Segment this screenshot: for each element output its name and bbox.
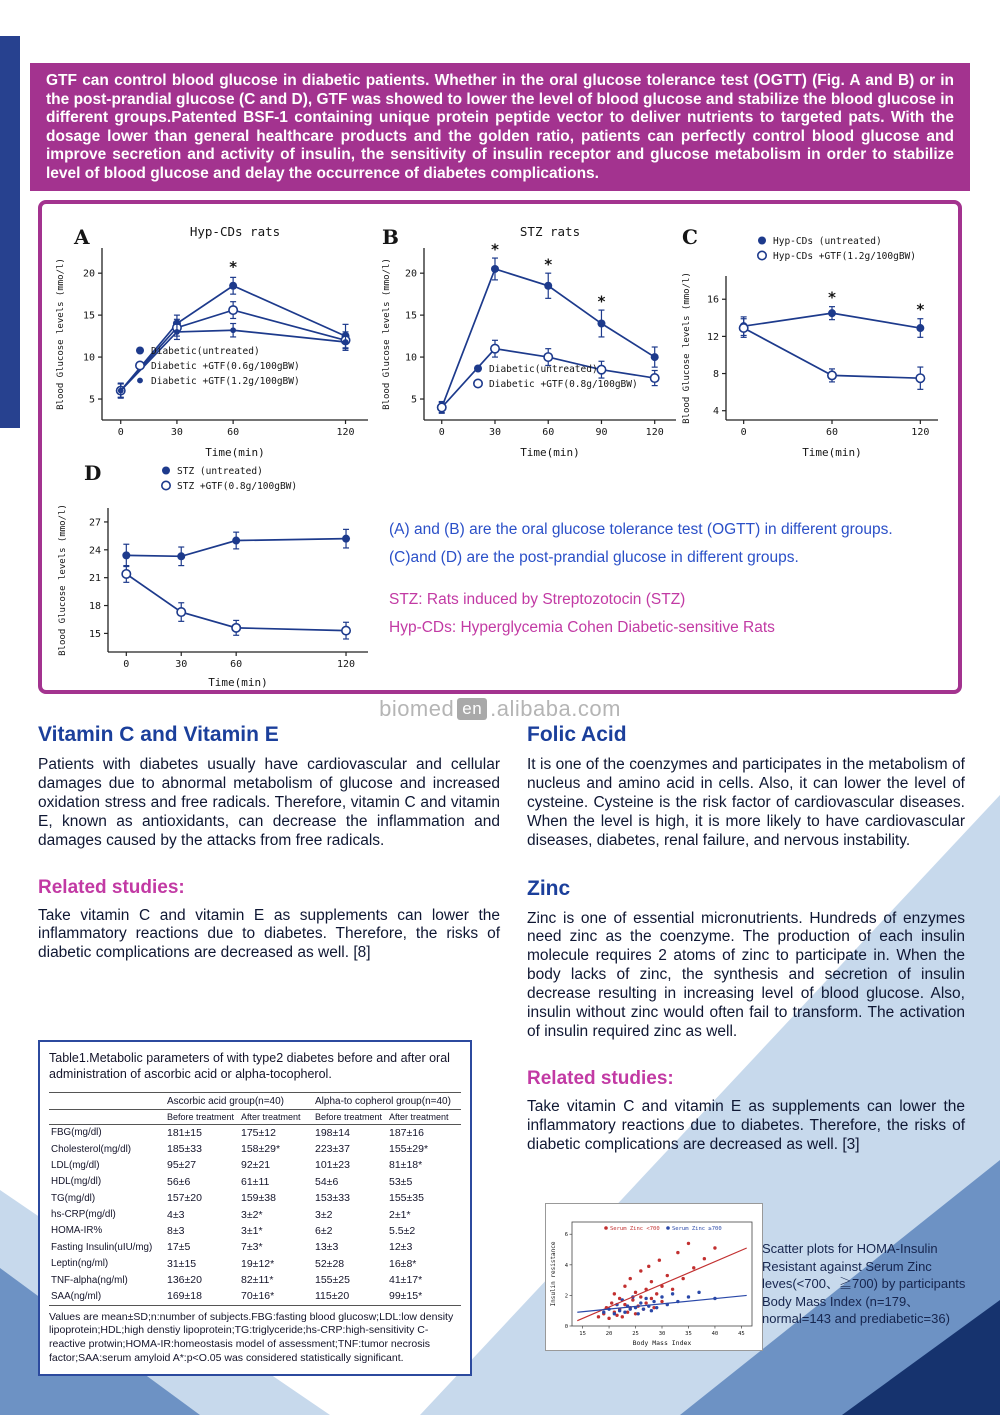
table-row bbox=[49, 1190, 461, 1206]
table-footnote: Values are mean±SD;n:number of subjects.FBG:fasting blood glucosw;LDL:low density lipoprotein;HDL;high denstiy lipoprotein;TG:triglyceride;hs-CRP:high-sensitivity C-reactive protwin;HOMA-IR:homeostasis model of assessment;TNF:tumor necrosis factor;SAA:serum amyloid A*:p<O.05 was considered statistically significant. bbox=[49, 1310, 454, 1364]
svg-text:Blood Glucose levels (mmo/l): Blood Glucose levels (mmo/l) bbox=[382, 258, 392, 410]
zinc-related-heading: Related studies: bbox=[527, 1067, 674, 1089]
vitamin-related-heading: Related studies: bbox=[38, 876, 185, 898]
svg-text:STZ +GTF(0.8g/100gBW): STZ +GTF(0.8g/100gBW) bbox=[177, 481, 298, 492]
table-row bbox=[49, 1157, 461, 1173]
table-row bbox=[49, 1223, 461, 1239]
svg-text:D: D bbox=[84, 461, 102, 485]
svg-text:20: 20 bbox=[82, 268, 95, 280]
cell-value: 6±2 bbox=[315, 1224, 333, 1237]
svg-text:*: * bbox=[596, 292, 606, 311]
watermark-suffix: .alibaba.com bbox=[490, 696, 621, 721]
svg-text:0: 0 bbox=[740, 427, 747, 438]
table-sub-header: Before treatment bbox=[313, 1109, 387, 1124]
row-label: hs-CRP(mg/dl) bbox=[51, 1209, 116, 1221]
cell-value: 101±23 bbox=[315, 1159, 350, 1172]
svg-text:0: 0 bbox=[438, 427, 445, 438]
svg-text:30: 30 bbox=[658, 1331, 666, 1337]
table-grid bbox=[49, 1092, 461, 1306]
watermark-prefix: biomed bbox=[379, 696, 455, 721]
svg-text:27: 27 bbox=[88, 517, 101, 529]
row-label: Leptin(ng/ml) bbox=[51, 1258, 109, 1270]
svg-text:STZ rats: STZ rats bbox=[519, 224, 581, 239]
svg-text:*: * bbox=[915, 300, 925, 319]
table-row bbox=[49, 1256, 461, 1272]
cell-value: 223±37 bbox=[315, 1143, 350, 1156]
svg-text:Diabetic(untreated): Diabetic(untreated) bbox=[489, 364, 598, 375]
svg-text:60: 60 bbox=[230, 659, 243, 670]
figure-note-hypcds: Hyp-CDs: Hyperglycemia Cohen Diabetic-sensitive Rats bbox=[389, 619, 775, 637]
svg-text:Blood Glucose levels (mmo/l): Blood Glucose levels (mmo/l) bbox=[682, 272, 692, 424]
svg-text:Blood Glucose levels (mmo/l): Blood Glucose levels (mmo/l) bbox=[58, 504, 68, 656]
cell-value: 3±2 bbox=[315, 1208, 333, 1221]
svg-text:40: 40 bbox=[711, 1331, 719, 1337]
cell-value: 61±11 bbox=[241, 1175, 270, 1188]
table-row bbox=[49, 1174, 461, 1190]
svg-text:15: 15 bbox=[579, 1331, 586, 1337]
cell-value: 70±16* bbox=[239, 1288, 313, 1305]
cell-value: 17±5 bbox=[167, 1241, 191, 1254]
table-sub-header: After treatment bbox=[387, 1109, 461, 1124]
table-row bbox=[49, 1124, 461, 1141]
cell-value: 159±38 bbox=[241, 1192, 276, 1205]
right-column bbox=[527, 723, 965, 1155]
svg-text:120: 120 bbox=[645, 427, 664, 438]
table-corner bbox=[49, 1109, 165, 1124]
svg-text:20: 20 bbox=[605, 1331, 613, 1337]
cell-value: 4±3 bbox=[167, 1208, 185, 1221]
svg-text:8: 8 bbox=[712, 369, 719, 381]
svg-text:20: 20 bbox=[404, 268, 417, 280]
table-row bbox=[49, 1272, 461, 1288]
left-accent-bar bbox=[0, 36, 20, 428]
table-sub-header: After treatment bbox=[239, 1109, 313, 1124]
svg-text:B: B bbox=[382, 225, 399, 249]
folic-heading: Folic Acid bbox=[527, 723, 627, 746]
row-label: SAA(ng/ml) bbox=[49, 1288, 165, 1305]
figure-panel bbox=[38, 200, 962, 694]
svg-text:15: 15 bbox=[404, 310, 417, 322]
svg-text:Time(min): Time(min) bbox=[802, 446, 862, 459]
svg-text:60: 60 bbox=[227, 427, 240, 438]
cell-value: 31±15 bbox=[167, 1257, 197, 1270]
svg-text:90: 90 bbox=[595, 427, 608, 438]
svg-text:120: 120 bbox=[336, 427, 355, 438]
svg-text:120: 120 bbox=[911, 427, 930, 438]
svg-text:0: 0 bbox=[117, 427, 124, 438]
intro-banner-text: GTF can control blood glucose in diabetic patients. Whether in the oral glucose tolerance test (OGTT) (Fig. A and B) or in the post-prandial glucose (C and D), GTF was showed to lower the level of blood glucose and stabilize the blood glucose in different groups.Patented BSF-1 containing unique protein peptide vector to deliver nutrients to targeted pats. With the dosage lower than general healthcare products and the golden ratio, patients can perfectly control blood glucose and improve secretion and activity of insulin, the sensitivity of insulin receptor and glucose metabolism in order to stabilize level of blood glucose and delay the occurrence of diabetes complications. bbox=[46, 72, 954, 182]
table-row bbox=[49, 1206, 461, 1222]
svg-text:15: 15 bbox=[82, 310, 95, 322]
svg-text:Hyp-CDs (untreated): Hyp-CDs (untreated) bbox=[773, 236, 882, 247]
svg-text:5: 5 bbox=[410, 394, 417, 406]
zinc-body: Zinc is one of essential micronutrients. Hundreds of enzymes need zinc as the coenzyme. The production of each insulin molecule requires 2 atoms of zinc to participate in. When the body lacks of zinc, the synthesis and secretion of insulin decrease resulting in increasing level of blood glucose. Also, insulin without zinc would often fail to transform. The activation of insulin required zinc as well. bbox=[527, 909, 965, 1040]
cell-value: 56±6 bbox=[167, 1175, 191, 1188]
left-column bbox=[38, 723, 500, 963]
row-label: Fasting Insulin(uIU/mg) bbox=[51, 1241, 153, 1253]
svg-text:30: 30 bbox=[488, 427, 502, 438]
cell-value: 99±15* bbox=[387, 1288, 461, 1305]
cell-value: 158±29* bbox=[241, 1143, 281, 1156]
svg-text:Body Mass Index: Body Mass Index bbox=[632, 1339, 692, 1347]
cell-value: 81±18* bbox=[389, 1159, 423, 1172]
svg-text:Time(min): Time(min) bbox=[205, 446, 265, 459]
cell-value: 52±28 bbox=[315, 1257, 345, 1270]
svg-text:Diabetic(untreated): Diabetic(untreated) bbox=[151, 346, 260, 357]
svg-text:Diabetic +GTF(0.8g/100gBW): Diabetic +GTF(0.8g/100gBW) bbox=[489, 379, 638, 390]
figure-note-cd: (C)and (D) are the post-prandial glucose in different groups. bbox=[389, 549, 799, 567]
table-group-header: Alpha-to copherol group(n=40) bbox=[313, 1092, 461, 1109]
table-title: Table1.Metabolic parameters of with type2 diabetes before and after oral administration of ascorbic acid or alpha-tocopherol. bbox=[49, 1051, 450, 1082]
svg-text:35: 35 bbox=[685, 1331, 692, 1337]
svg-text:15: 15 bbox=[88, 628, 101, 640]
cell-value: 155±35 bbox=[389, 1192, 424, 1205]
figure-notes bbox=[389, 520, 957, 647]
chart-a-hyp-cds-ogtt bbox=[52, 214, 382, 464]
svg-text:Insulin resistance: Insulin resistance bbox=[550, 1241, 557, 1307]
scatter-plot bbox=[545, 1203, 763, 1351]
cell-value: 136±20 bbox=[167, 1274, 202, 1287]
svg-text:A: A bbox=[74, 225, 90, 249]
svg-text:4: 4 bbox=[712, 406, 719, 418]
chart-b-stz-ogtt bbox=[378, 214, 688, 464]
watermark-logo-block: en bbox=[457, 698, 487, 720]
svg-text:6: 6 bbox=[564, 1232, 568, 1239]
figure-note-stz: STZ: Rats induced by Streptozotocin (STZ) bbox=[389, 590, 686, 608]
svg-text:10: 10 bbox=[404, 352, 417, 364]
cell-value: 19±12* bbox=[241, 1257, 275, 1270]
watermark bbox=[0, 696, 1000, 722]
svg-text:25: 25 bbox=[632, 1331, 639, 1337]
cell-value: 155±25 bbox=[315, 1274, 350, 1287]
svg-text:5: 5 bbox=[88, 394, 95, 406]
svg-text:10: 10 bbox=[82, 352, 95, 364]
table-sub-header: Before treatment bbox=[165, 1109, 239, 1124]
metabolic-parameters-table bbox=[38, 1040, 472, 1376]
chart-d-stz-postprandial bbox=[54, 456, 384, 694]
svg-text:21: 21 bbox=[88, 573, 101, 585]
scatter-caption: Scatter plots for HOMA-Insulin Resistant against Serum Zinc leves(<700、≧700) by participants Body Mass Index (n=179、normal=143 and prediabetic=36) bbox=[762, 1241, 966, 1327]
svg-text:Hyp-CDs rats: Hyp-CDs rats bbox=[189, 224, 281, 239]
cell-value: 175±12 bbox=[241, 1126, 276, 1139]
figure-note-ab: (A) and (B) are the oral glucose tolerance test (OGTT) in different groups. bbox=[389, 521, 893, 538]
vitamin-body: Patients with diabetes usually have cardiovascular and cellular damages due to abnormal metabolism of glucose and increased oxidation stress and free radicals. Therefore, vitamin C and vitamin E, known as antioxidants, can decrease the inflammation and damages caused by the attacks from free radicals. bbox=[38, 756, 500, 849]
cell-value: 115±20 bbox=[313, 1288, 387, 1305]
cell-value: 82±11* bbox=[241, 1274, 274, 1287]
svg-text:Time(min): Time(min) bbox=[208, 676, 268, 689]
cell-value: 92±21 bbox=[241, 1159, 271, 1172]
svg-text:Hyp-CDs +GTF(1.2g/100gBW): Hyp-CDs +GTF(1.2g/100gBW) bbox=[773, 251, 916, 262]
cell-value: 3±2* bbox=[241, 1208, 263, 1221]
cell-value: 5.5±2 bbox=[389, 1224, 416, 1237]
cell-value: 198±14 bbox=[315, 1126, 350, 1139]
cell-value: 54±6 bbox=[315, 1175, 339, 1188]
svg-text:0: 0 bbox=[123, 659, 130, 670]
cell-value: 12±3 bbox=[389, 1241, 413, 1254]
svg-text:18: 18 bbox=[88, 601, 101, 613]
svg-text:Serum Zinc <700: Serum Zinc <700 bbox=[610, 1226, 660, 1232]
row-label: FBG(mg/dl) bbox=[51, 1127, 102, 1139]
cell-value: 41±17* bbox=[389, 1274, 423, 1287]
row-label: HDL(mg/dl) bbox=[51, 1176, 102, 1188]
cell-value: 3±1* bbox=[241, 1224, 263, 1237]
svg-text:Time(min): Time(min) bbox=[520, 446, 580, 459]
row-label: HOMA-IR% bbox=[51, 1225, 103, 1237]
svg-text:Blood Glucose levels (mmo/l): Blood Glucose levels (mmo/l) bbox=[56, 258, 66, 410]
cell-value: 153±33 bbox=[315, 1192, 350, 1205]
cell-value: 8±3 bbox=[167, 1224, 185, 1237]
intro-banner bbox=[30, 63, 970, 191]
svg-text:16: 16 bbox=[706, 294, 719, 306]
cell-value: 13±3 bbox=[315, 1241, 339, 1254]
cell-value: 16±8* bbox=[389, 1257, 417, 1270]
svg-text:Serum Zinc ≥700: Serum Zinc ≥700 bbox=[672, 1226, 722, 1232]
svg-text:45: 45 bbox=[738, 1331, 745, 1337]
cell-value: 181±15 bbox=[167, 1126, 202, 1139]
row-label: LDL(mg/dl) bbox=[51, 1159, 100, 1171]
svg-text:30: 30 bbox=[175, 659, 188, 670]
chart-c-hyp-cds-postprandial bbox=[678, 214, 954, 464]
svg-text:120: 120 bbox=[336, 659, 356, 670]
svg-text:*: * bbox=[490, 240, 500, 259]
svg-text:12: 12 bbox=[706, 331, 719, 343]
vitamin-related-body: Take vitamin C and vitamin E as supplements can lower the inflammatory reactions due to diabetes. Therefore, the risks of diabetic complications are decreased as well. [8] bbox=[38, 906, 500, 962]
cell-value: 185±33 bbox=[167, 1143, 202, 1156]
svg-text:*: * bbox=[543, 255, 553, 274]
svg-text:60: 60 bbox=[542, 427, 555, 438]
cell-value: 53±5 bbox=[389, 1175, 413, 1188]
svg-text:Diabetic +GTF(0.6g/100gBW): Diabetic +GTF(0.6g/100gBW) bbox=[151, 361, 300, 372]
table-row bbox=[49, 1141, 461, 1157]
svg-text:STZ (untreated): STZ (untreated) bbox=[177, 466, 263, 477]
svg-text:2: 2 bbox=[564, 1293, 568, 1300]
zinc-related-body: Take vitamin C and vitamin E as supplements can lower the inflammatory reactions due to diabetes. Therefore, the risks of diabetic complications are decreased as well. [3] bbox=[527, 1097, 965, 1153]
cell-value: 155±29* bbox=[389, 1143, 429, 1156]
svg-text:*: * bbox=[827, 288, 837, 307]
svg-text:60: 60 bbox=[825, 427, 839, 438]
cell-value: 2±1* bbox=[389, 1208, 411, 1221]
cell-value: 7±3* bbox=[241, 1241, 263, 1254]
row-label: TNF-alpha(ng/ml) bbox=[51, 1274, 128, 1286]
svg-text:C: C bbox=[682, 225, 698, 249]
svg-text:0: 0 bbox=[564, 1324, 568, 1330]
cell-value: 95±27 bbox=[167, 1159, 197, 1172]
zinc-heading: Zinc bbox=[527, 876, 571, 900]
folic-body: It is one of the coenzymes and participates in the metabolism of nucleus and amino acid in cells. Also, it can lower the level of cysteine. Cysteine is the risk factor of cardiovascular diseases. When the level is high, it is more likely to have cardiovascular diseases, diabetes, renal failure, and nervous instability. bbox=[527, 756, 965, 849]
svg-text:24: 24 bbox=[88, 545, 101, 557]
cell-value: 169±18 bbox=[165, 1288, 239, 1305]
row-label: TG(mg/dl) bbox=[51, 1192, 96, 1204]
svg-text:30: 30 bbox=[170, 427, 183, 438]
svg-text:4: 4 bbox=[564, 1262, 568, 1269]
table-group-header: Ascorbic acid group(n=40) bbox=[165, 1092, 313, 1109]
svg-text:Diabetic +GTF(1.2g/100gBW): Diabetic +GTF(1.2g/100gBW) bbox=[151, 376, 300, 387]
table-row bbox=[49, 1239, 461, 1255]
svg-text:*: * bbox=[228, 258, 238, 277]
vitamin-heading: Vitamin C and Vitamin E bbox=[38, 723, 279, 746]
cell-value: 187±16 bbox=[389, 1126, 424, 1139]
row-label: Cholesterol(mg/dl) bbox=[51, 1143, 132, 1155]
cell-value: 157±20 bbox=[167, 1192, 202, 1205]
table-row bbox=[49, 1288, 461, 1305]
table-corner bbox=[49, 1092, 165, 1109]
